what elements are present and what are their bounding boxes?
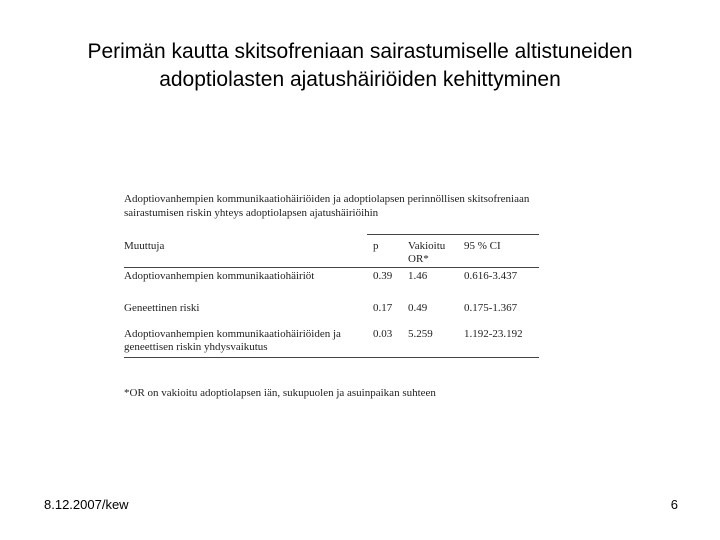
row-1-or: 1.46 [408,270,428,282]
table-footnote: *OR on vakioitu adoptiolapsen iän, sukupuolen ja asuinpaikan suhteen [124,387,436,399]
footer-page-number: 6 [670,497,678,512]
table-header-rule-top [367,234,539,235]
table-header-row [124,236,544,270]
row-2-ci: 0.175-1.367 [464,302,518,314]
table-caption-line-2: sairastumisen riskin yhteys adoptiolapsen ajatushäiriöihin [124,207,379,219]
row-1-variable: Adoptiovanhempien kommunikaatiohäiriöt [124,270,315,282]
table-row [124,302,544,328]
header-or-line-1: Vakioitu [408,240,446,252]
row-2-or: 0.49 [408,302,428,314]
table-row [124,270,544,302]
row-3-variable [124,328,364,354]
row-3-variable-line-2: geneettisen riskin yhdysvaikutus [124,341,268,353]
table-row [124,328,544,358]
header-ci: 95 % CI [464,240,501,252]
row-3-or: 5.259 [408,328,433,340]
table-caption [124,192,544,220]
row-3-p: 0.03 [373,328,393,340]
row-3-variable-line-1: Adoptiovanhempien kommunikaatiohäiriöiden ja [124,328,341,340]
slide-title-line-2: adoptiolasten ajatushäiriöiden kehittyminen [159,68,561,91]
row-2-variable: Geneettinen riski [124,302,200,314]
table-figure [124,192,544,399]
table-caption-line-1: Adoptiovanhempien kommunikaatiohäiriöiden ja adoptiolapsen perinnöllisen skitsofreniaan [124,193,530,205]
header-or [408,240,445,266]
slide-title [20,38,700,94]
slide-title-line-1: Perimän kautta skitsofreniaan sairastumiselle altistuneiden [87,40,633,63]
header-p: p [373,240,379,252]
table-bottom-rule [124,357,539,358]
row-1-p: 0.39 [373,270,393,282]
row-3-ci: 1.192-23.192 [464,328,523,340]
footer-date-author: 8.12.2007/kew [44,497,129,512]
row-2-p: 0.17 [373,302,393,314]
row-1-ci: 0.616-3.437 [464,270,518,282]
table-header-rule [124,267,539,268]
header-variable: Muuttuja [124,240,165,252]
header-or-line-2: OR* [408,253,429,265]
